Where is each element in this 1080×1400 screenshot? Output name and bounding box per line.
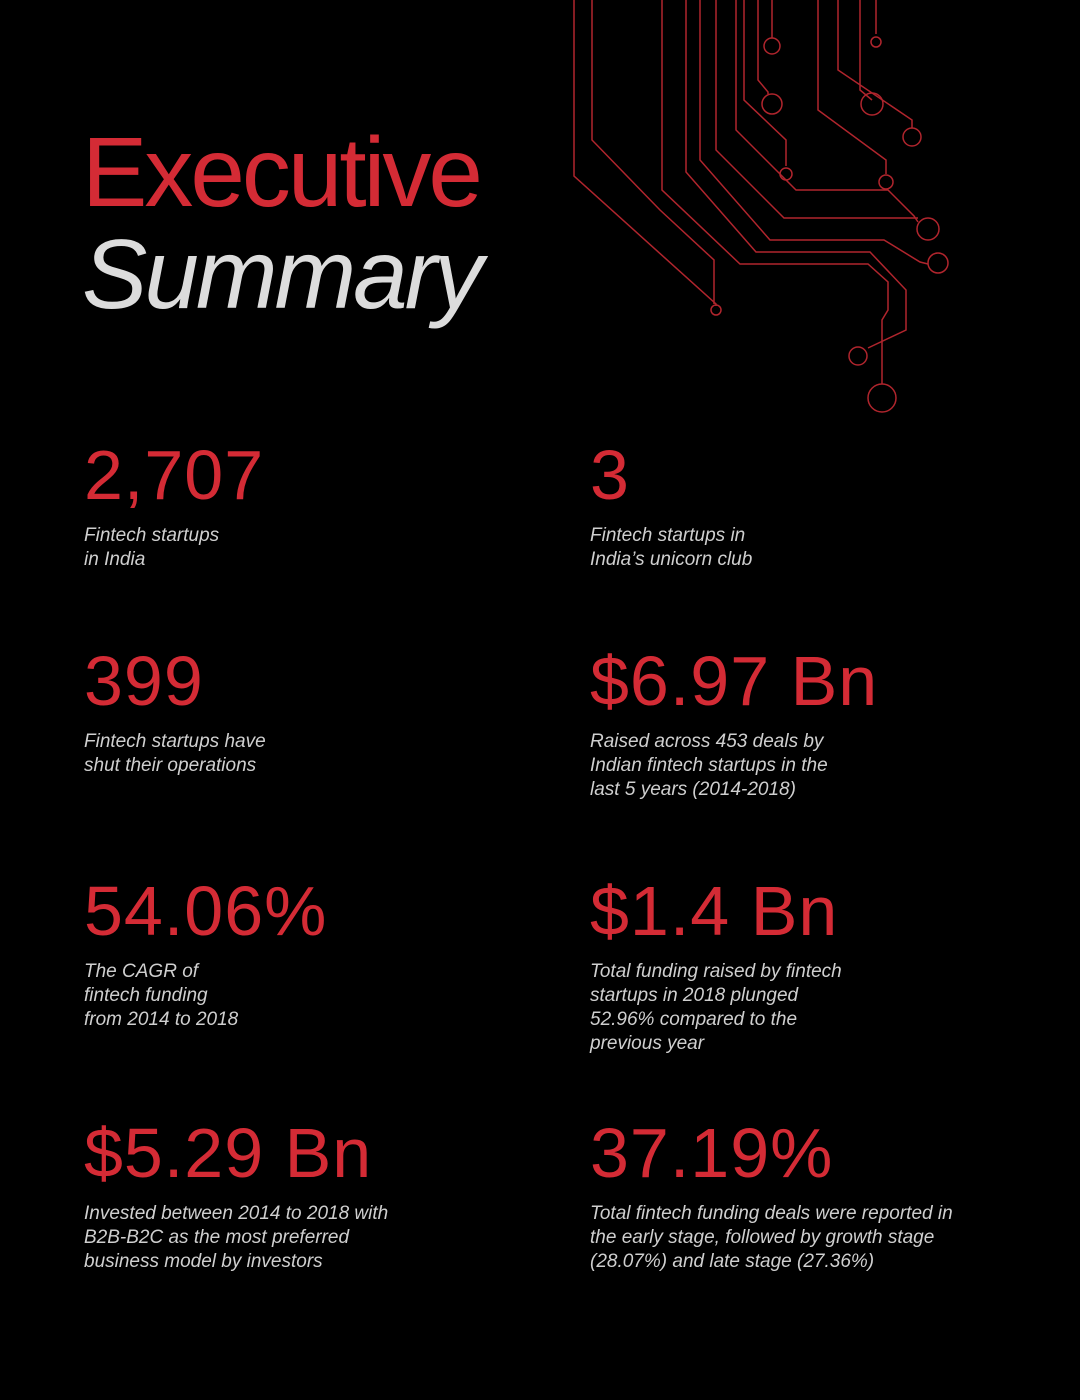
- description-line: the early stage, followed by growth stage: [590, 1227, 935, 1248]
- description-line: Total fintech funding deals were reported in: [590, 1203, 953, 1224]
- description-line: India’s unicorn club: [590, 549, 753, 570]
- description-line: fintech funding: [84, 985, 208, 1006]
- description-line: last 5 years (2014-2018): [590, 779, 796, 800]
- stat-value: 2,707: [84, 436, 265, 514]
- stat-funding-raised: [590, 642, 879, 802]
- stat-shut-operations: [84, 642, 266, 778]
- stat-value: $5.29 Bn: [84, 1114, 373, 1192]
- stat-value: 3: [590, 436, 630, 514]
- stat-description: [590, 1202, 953, 1274]
- title-line-summary: Summary: [82, 219, 481, 329]
- description-line: in India: [84, 549, 146, 570]
- stat-description: [84, 1202, 388, 1274]
- description-line: from 2014 to 2018: [84, 1009, 239, 1030]
- description-line: Fintech startups: [84, 525, 220, 546]
- description-line: previous year: [590, 1033, 705, 1054]
- description-line: Fintech startups have: [84, 731, 266, 752]
- stat-funding-2018: [590, 872, 842, 1056]
- description-line: Indian fintech startups in the: [590, 755, 828, 776]
- stat-fintech-startups: [84, 436, 265, 572]
- description-line: startups in 2018 plunged: [590, 985, 799, 1006]
- description-line: The CAGR of: [84, 961, 199, 982]
- stat-invested: [84, 1114, 389, 1274]
- title-line-executive: Executive: [82, 117, 480, 227]
- circuit-lines-graphic: [560, 0, 980, 430]
- stat-unicorn-club: [590, 436, 753, 572]
- description-line: Fintech startups in: [590, 525, 746, 546]
- stat-value: 37.19%: [590, 1114, 834, 1192]
- description-line: 52.96% compared to the: [590, 1009, 798, 1030]
- description-line: B2B-B2C as the most preferred: [84, 1227, 350, 1248]
- description-line: shut their operations: [84, 755, 257, 776]
- description-line: (28.07%) and late stage (27.36%): [590, 1251, 875, 1272]
- stat-description: [590, 524, 752, 572]
- stat-description: [590, 960, 842, 1056]
- stat-description: [84, 960, 327, 1032]
- stat-value: $1.4 Bn: [590, 872, 839, 950]
- description-line: Invested between 2014 to 2018 with: [84, 1203, 389, 1224]
- stat-description: [590, 730, 878, 802]
- description-line: business model by investors: [84, 1251, 323, 1272]
- stat-description: [84, 524, 264, 572]
- stat-value: 54.06%: [84, 872, 328, 950]
- stat-description: [84, 730, 266, 778]
- stat-value: $6.97 Bn: [590, 642, 879, 720]
- description-line: Total funding raised by fintech: [590, 961, 842, 982]
- description-line: Raised across 453 deals by: [590, 731, 824, 752]
- stat-early-stage-deals: [590, 1114, 953, 1274]
- stat-cagr: [84, 872, 328, 1032]
- page-title: [82, 117, 481, 329]
- stat-value: 399: [84, 642, 204, 720]
